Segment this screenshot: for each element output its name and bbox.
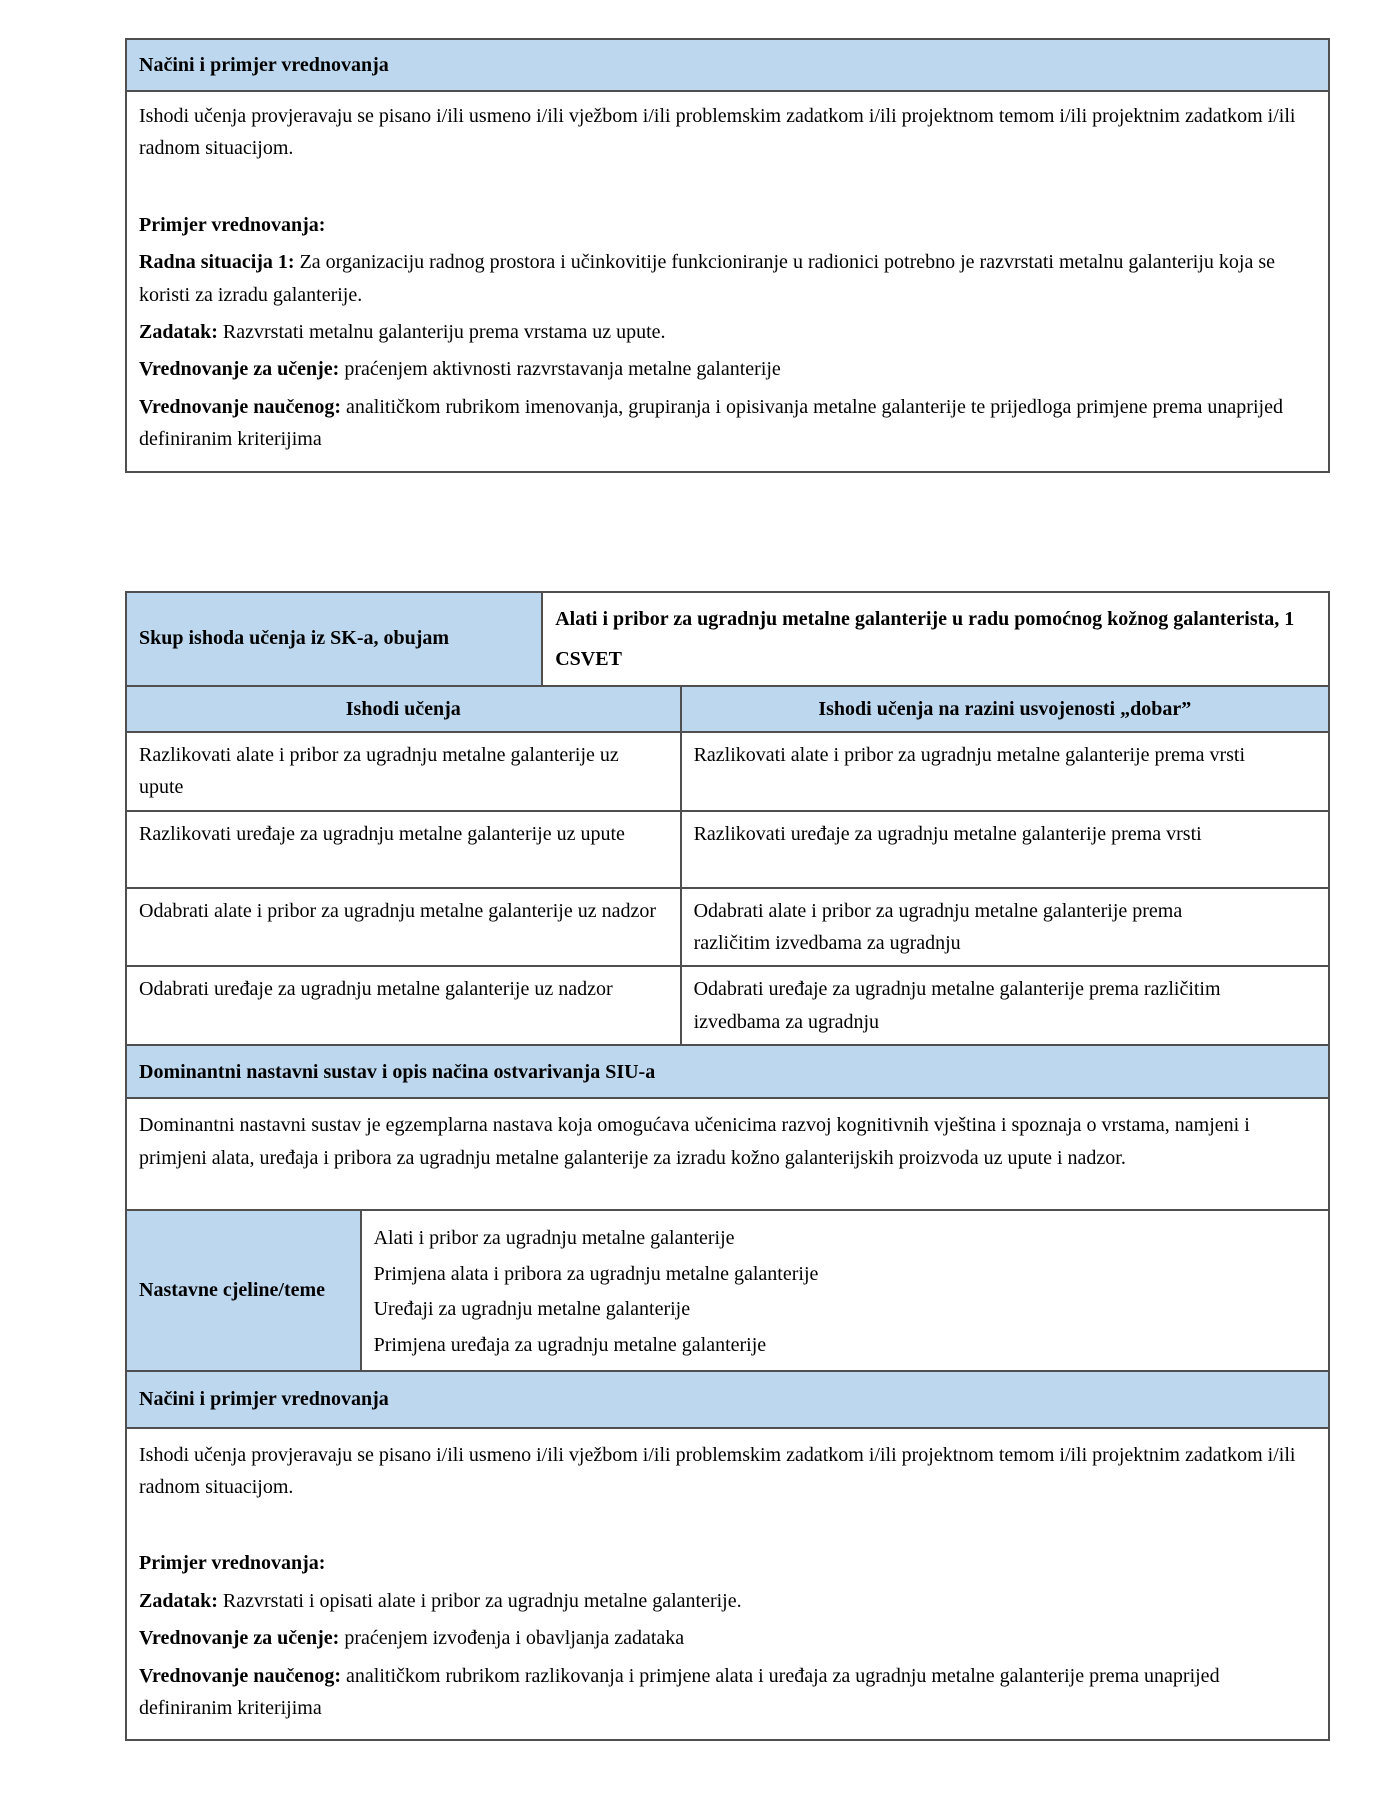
outcome-row	[127, 812, 1330, 889]
table-row	[127, 1372, 1330, 1429]
labeled-paragraph	[139, 316, 1314, 348]
outcome-cell-left: Odabrati alate i pribor za ugradnju metalne galanterije uz nadzor	[127, 889, 682, 968]
outcome-text: Razlikovati alate i pribor za ugradnju metalne galanterije prema vrsti	[693, 743, 1246, 766]
evaluation-body-1	[127, 92, 1330, 473]
teme-label-cell: Nastavne cjeline/teme	[127, 1211, 362, 1371]
dominant-paragraph: Dominantni nastavni sustav je egzemplarna nastava koja omogućava učenicima razvoj kognitivnih vještina i spoznaja o vrstama, namjeni i primjeni alata, uređaja i pribora za ugradnju metalne galanterije za izradu kožno galanterijskih proizvoda uz upute i nadzor.	[127, 1099, 1330, 1211]
paragraph-label: Vrednovanje naučenog:	[139, 1664, 342, 1687]
outcome-row	[127, 889, 1330, 968]
learning-outcomes-table	[125, 591, 1330, 1742]
outcome-cell-right	[682, 733, 1330, 812]
table-row	[127, 1211, 1330, 1371]
labeled-paragraph	[139, 353, 1314, 385]
skup-ishoda-label-cell: Skup ishoda učenja iz SK-a, obujam	[127, 593, 543, 687]
labeled-paragraph	[139, 391, 1314, 456]
labeled-paragraph	[139, 1622, 1314, 1654]
paragraph-text: analitičkom rubrikom imenovanja, grupiranja i opisivanja metalne galanterije te prijedloga primjene prema unaprijed definiranim kriterijima	[139, 395, 1283, 451]
paragraph-text: Za organizaciju radnog prostora i učinkovitije funkcioniranje u radionici potrebno je razvrstati metalnu galanteriju koja se koristi za izradu galanterije.	[139, 251, 1275, 306]
evaluation-table-top	[125, 38, 1330, 473]
table-row	[127, 40, 1330, 92]
labeled-paragraph	[139, 1660, 1314, 1725]
section-header-dominantni: Dominantni nastavni sustav i opis načina ostvarivanja SIU-a	[127, 1046, 1330, 1099]
content-column	[125, 38, 1330, 1741]
table-row	[127, 1046, 1330, 1099]
outcome-text: Odabrati uređaje za ugradnju metalne galanterije prema različitim izvedbama za ugradnju	[693, 978, 1221, 1033]
example-heading: Primjer vrednovanja:	[139, 213, 326, 236]
paragraph-text: praćenjem aktivnosti razvrstavanja metalne galanterije	[339, 358, 781, 381]
teme-item: Primjena alata i pribora za ugradnju metalne galanterije	[373, 1262, 819, 1285]
section-header-nacini-1: Načini i primjer vrednovanja	[127, 40, 1330, 92]
paragraph-text: praćenjem izvođenja i obavljanja zadataka	[339, 1627, 685, 1650]
outcome-cell-left: Odabrati uređaje za ugradnju metalne galanterije uz nadzor	[127, 967, 682, 1046]
outcome-cell-right	[682, 812, 1330, 889]
outcome-cell-left: Razlikovati alate i pribor za ugradnju metalne galanterije uz upute	[127, 733, 682, 812]
evaluation-body-2	[127, 1429, 1330, 1742]
paragraph-label: Zadatak:	[139, 1589, 218, 1612]
paragraph-text: Razvrstati metalnu galanteriju prema vrstama uz upute.	[217, 320, 666, 343]
paragraph-text: Razvrstati i opisati alate i pribor za ugradnju metalne galanterije.	[217, 1589, 742, 1612]
teme-list	[362, 1211, 1330, 1371]
teme-item: Alati i pribor za ugradnju metalne galanterije	[373, 1227, 735, 1250]
outcome-cell-right	[682, 967, 1330, 1046]
table-row	[127, 687, 1330, 733]
paragraph-label: Zadatak:	[139, 320, 218, 343]
outcome-cell-left: Razlikovati uređaje za ugradnju metalne galanterije uz upute	[127, 812, 682, 889]
paragraph-label: Vrednovanje naučenog:	[139, 395, 342, 418]
intro-paragraph: Ishodi učenja provjeravaju se pisano i/ili usmeno i/ili vježbom i/ili problemskim zadatkom i/ili projektnom temom i/ili projektnim zadatkom i/ili radnom situacijom.	[139, 105, 1296, 160]
section-gap	[125, 473, 1330, 591]
paragraph-label: Radna situacija 1:	[139, 251, 295, 274]
teme-item: Uređaji za ugradnju metalne galanterije	[373, 1298, 691, 1321]
outcome-row	[127, 733, 1330, 812]
table-row	[127, 92, 1330, 473]
section-header-nacini-2: Načini i primjer vrednovanja	[127, 1372, 1330, 1429]
labeled-paragraph	[139, 1585, 1314, 1617]
teme-item: Primjena uređaja za ugradnju metalne galanterije	[373, 1334, 767, 1357]
empty-paragraph	[139, 170, 1314, 204]
outcome-cell-right	[682, 889, 1330, 968]
empty-paragraph	[139, 1508, 1314, 1542]
outcome-row	[127, 967, 1330, 1046]
column-header-ishodi-dobar: Ishodi učenja na razini usvojenosti „dobar”	[682, 687, 1330, 733]
outcome-text: Odabrati alate i pribor za ugradnju metalne galanterije prema različitim izvedbama za ugradnju	[693, 899, 1183, 955]
paragraph-label: Vrednovanje za učenje:	[139, 1627, 340, 1650]
example-heading: Primjer vrednovanja:	[139, 1552, 326, 1575]
intro-paragraph: Ishodi učenja provjeravaju se pisano i/ili usmeno i/ili vježbom i/ili problemskim zadatkom i/ili projektnom temom i/ili projektnim zadatkom i/ili radnom situacijom.	[139, 1443, 1296, 1499]
table-row	[127, 1099, 1330, 1211]
outcome-text: Razlikovati uređaje za ugradnju metalne galanterije prema vrsti	[693, 822, 1202, 845]
table-row	[127, 1429, 1330, 1742]
paragraph-label: Vrednovanje za učenje:	[139, 358, 340, 381]
paragraph-text: analitičkom rubrikom razlikovanja i primjene alata i uređaja za ugradnju metalne galanterije prema unaprijed definiranim kriterijima	[139, 1664, 1220, 1719]
column-header-ishodi: Ishodi učenja	[127, 687, 682, 733]
table-row	[127, 593, 1330, 687]
skup-ishoda-value-cell: Alati i pribor za ugradnju metalne galanterije u radu pomoćnog kožnog galanterista, 1 CSVET	[543, 593, 1330, 687]
labeled-paragraph	[139, 246, 1314, 311]
